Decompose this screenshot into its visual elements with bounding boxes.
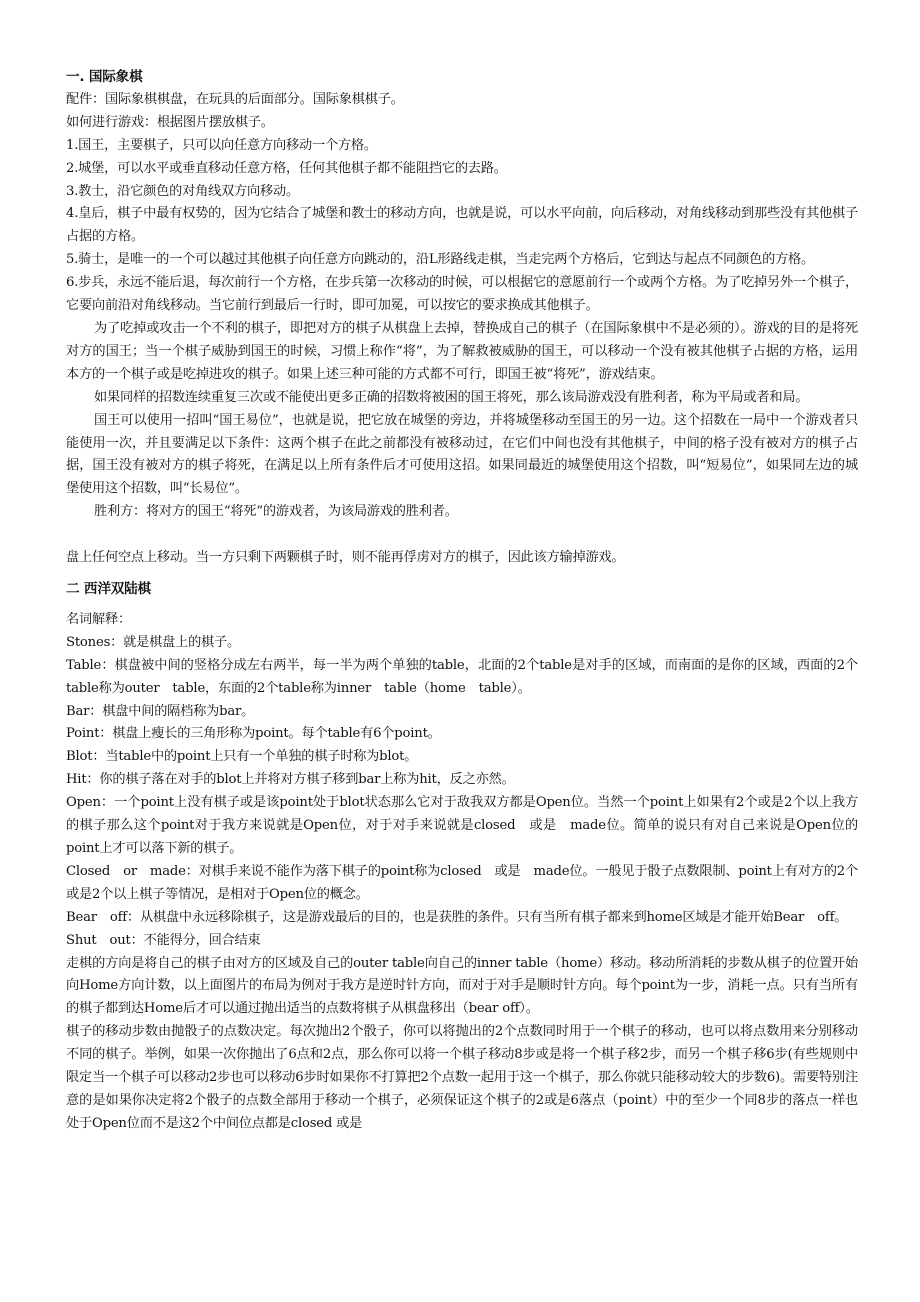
document-body — [66, 66, 858, 1136]
backgammon-paragraph: 名词解释： — [66, 611, 131, 627]
backgammon-paragraph: Blot：当table中的point上只有一个单独的棋子时称为blot。 — [66, 749, 418, 765]
backgammon-paragraph: 走棋的方向是将自己的棋子由对方的区域及自己的outer table向自己的inner table（home）移动。移动所消耗的步数从棋子的位置开始向Home方向计数，以上面图片的布局为例对于我方是逆时针方向，而对于对手是顺时针方向。每个point为一步，消耗一点。只有当所有的棋子都到达Home后才可以通过抛出适当的点数将棋子从棋盘移出（bear off）。 — [66, 955, 858, 1017]
chess-paragraph: 6.步兵，永远不能后退，每次前行一个方格，在步兵第一次移动的时候，可以根据它的意愿前行一个或两个方格。为了吃掉另外一个棋子，它要向前沿对角线移动。当它前行到最后一行时，即可加冕，可以按它的要求换成其他棋子。 — [66, 275, 858, 314]
backgammon-paragraph: Table：棋盘被中间的竖格分成左右两半，每一半为两个单独的table，北面的2个table是对手的区域，而南面的是你的区域，西面的2个table称为outer table，东面的2个table称为inner table（home table）。 — [66, 657, 858, 696]
backgammon-paragraph: Shut out：不能得分，回合结束 — [66, 932, 261, 948]
backgammon-paragraph: Open：一个point上没有棋子或是该point处于blot状态那么它对于敌我双方都是Open位。当然一个point上如果有2个或是2个以上我方的棋子那么这个point对于我方来说就是Open位，对于对手来说就是closed 或是 made位。简单的说只有对自己来说是Open位的point上才可以落下新的棋子。 — [66, 795, 858, 856]
backgammon-paragraph: Closed or made：对棋手来说不能作为落下棋子的point称为closed 或是 made位。一般见于骰子点数限制、point上有对方的2个或是2个以上棋子等情况，是相对于Open位的概念。 — [66, 863, 858, 902]
chess-indented-paragraph: 如果同样的招数连续重复三次或不能使出更多正确的招数将被困的国王将死，那么该局游戏没有胜利者，称为平局或者和局。 — [94, 389, 809, 405]
backgammon-paragraph: Bear off：从棋盘中永远移除棋子，这是游戏最后的目的，也是获胜的条件。只有当所有棋子都来到home区域是才能开始Bear off。 — [66, 909, 848, 925]
backgammon-paragraph: Point：棋盘上瘦长的三角形称为point。每个table有6个point。 — [66, 726, 441, 742]
section-title-chess: 一. 国际象棋 — [66, 69, 143, 85]
blank-line — [66, 524, 858, 547]
spacer — [66, 601, 858, 609]
chess-trailing-paragraph: 盘上任何空点上移动。当一方只剩下两颗棋子时，则不能再俘虏对方的棋子，因此该方输掉游戏。 — [66, 550, 625, 566]
chess-indented-paragraph: 胜利方：将对方的国王“将死”的游戏者，为该局游戏的胜利者。 — [94, 504, 458, 520]
spacer — [66, 570, 858, 578]
backgammon-paragraph: Bar：棋盘中间的隔档称为bar。 — [66, 703, 255, 719]
section-title-backgammon: 二 西洋双陆棋 — [66, 581, 151, 598]
backgammon-paragraph: Hit：你的棋子落在对手的blot上并将对方棋子移到bar上称为hit，反之亦然。 — [66, 772, 515, 788]
backgammon-paragraph: 棋子的移动步数由抛骰子的点数决定。每次抛出2个骰子，你可以将抛出的2个点数同时用于一个棋子的移动，也可以将点数用来分别移动不同的棋子。举例，如果一次你抛出了6点和2点，那么你可以将一个棋子移动8步或是将一个棋子移2步，而另一个棋子移6步(有些规则中限定当一个棋子可以移动2步也可以移动6步时如果你不打算把2个点数一起用于这一个棋子，那么你就只能移动较大的步数6)。需要特别注意的是如果你决定将2个骰子的点数全部用于移动一个棋子，必须保证这个棋子的2或是6落点（point）中的至少一个同8步的落点一样也处于Open位而不是这2个中间位点都是closed 或是 — [66, 1024, 858, 1131]
chess-paragraph: 4.皇后，棋子中最有权势的，因为它结合了城堡和教士的移动方向，也就是说，可以水平向前，向后移动，对角线移动到那些没有其他棋子占据的方格。 — [66, 206, 858, 245]
backgammon-paragraph: Stones：就是棋盘上的棋子。 — [66, 634, 241, 650]
chess-paragraph: 配件：国际象棋棋盘，在玩具的后面部分。国际象棋棋子。 — [66, 91, 404, 107]
chess-paragraph: 3.教士，沿它颜色的对角线双方向移动。 — [66, 183, 299, 199]
chess-paragraph: 如何进行游戏：根据图片摆放棋子。 — [66, 114, 274, 130]
chess-paragraph: 1.国王，主要棋子，只可以向任意方向移动一个方格。 — [66, 137, 377, 153]
chess-indented-paragraph: 为了吃掉或攻击一个不利的棋子，即把对方的棋子从棋盘上去掉，替换成自己的棋子（在国际象棋中不是必须的）。游戏的目的是将死对方的国王；当一个棋子威胁到国王的时候，习惯上称作“将”，为了解救被威胁的国王，可以移动一个没有被其他棋子占据的方格，运用本方的一个棋子或是吃掉进攻的棋子。如果上述三种可能的方式都不可行，即国王被“将死”，游戏结束。 — [66, 320, 858, 382]
chess-paragraph: 5.骑士，是唯一的一个可以越过其他棋子向任意方向跳动的，沿L形路线走棋，当走完两个方格后，它到达与起点不同颜色的方格。 — [66, 252, 815, 268]
chess-paragraph: 2.城堡，可以水平或垂直移动任意方格，任何其他棋子都不能阻挡它的去路。 — [66, 160, 507, 176]
chess-indented-paragraph: 国王可以使用一招叫“国王易位”，也就是说，把它放在城堡的旁边，并将城堡移动至国王的另一边。这个招数在一局中一个游戏者只能使用一次，并且要满足以下条件：这两个棋子在此之前都没有被移动过，在它们中间也没有其他棋子，中间的格子没有被对方的棋子占据，国王没有被对方的棋子将死，在满足以上所有条件后才可使用这招。如果同最近的城堡使用这个招数，叫“短易位”，如果同左边的城堡使用这个招数，叫“长易位”。 — [66, 412, 858, 497]
